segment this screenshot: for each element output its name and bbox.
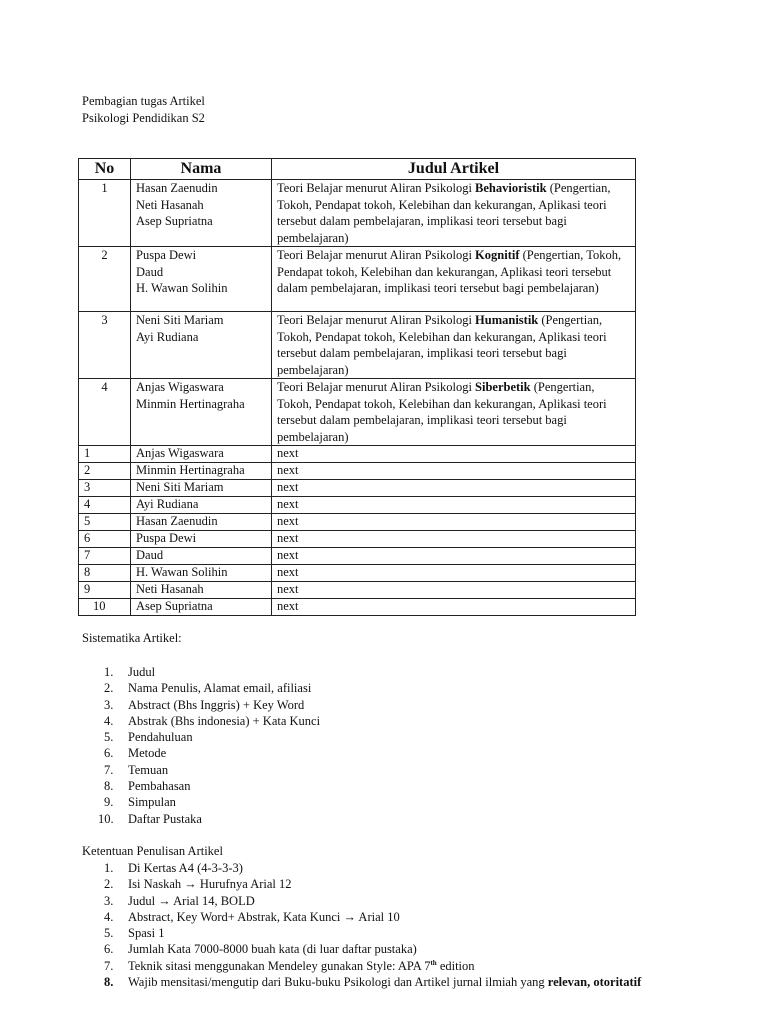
row-article-title: next	[272, 599, 636, 616]
header-nama: Nama	[131, 159, 272, 180]
title-topic: Siberbetik	[475, 380, 531, 394]
row-article-title: next	[272, 582, 636, 599]
member-name: Daud	[136, 264, 164, 279]
title-topic: Humanistik	[475, 313, 539, 327]
table-row	[79, 531, 636, 548]
row-article-title	[272, 247, 636, 312]
row-number: 10	[79, 599, 131, 616]
member-name: Neti Hasanah	[136, 197, 204, 212]
row-name: H. Wawan Solihin	[131, 565, 272, 582]
sistematika-list	[98, 664, 321, 827]
row-article-title: next	[272, 497, 636, 514]
table-row	[79, 463, 636, 480]
row-number: 7	[79, 548, 131, 565]
table-header-row	[79, 159, 636, 180]
row-article-title: next	[272, 514, 636, 531]
row-names	[131, 180, 272, 247]
row-name: Neti Hasanah	[131, 582, 272, 599]
row-article-title: next	[272, 463, 636, 480]
header-line-1: Pembagian tugas Artikel	[82, 94, 205, 108]
row-number: 3	[79, 312, 131, 379]
row-article-title	[272, 180, 636, 247]
row-number: 2	[79, 247, 131, 312]
list-item: 3. Abstract (Bhs Inggris) + Key Word	[104, 697, 305, 712]
row-name: Neni Siti Mariam	[131, 480, 272, 497]
row-number: 1	[79, 446, 131, 463]
title-prefix: Teori Belajar menurut Aliran Psikologi	[277, 380, 476, 394]
row-number: 1	[79, 180, 131, 247]
ketentuan-list	[104, 860, 642, 990]
row-number: 6	[79, 531, 131, 548]
superscript-th: th	[430, 958, 437, 967]
title-topic: Kognitif	[475, 248, 520, 262]
table-row	[79, 180, 636, 247]
row-names	[131, 312, 272, 379]
list-item: 4. Abstract, Key Word+ Abstrak, Kata Kunci → Arial 10	[104, 909, 400, 924]
table-row	[79, 548, 636, 565]
row-article-title	[272, 379, 636, 446]
table-row	[79, 312, 636, 379]
row-name: Minmin Hertinagraha	[131, 463, 272, 480]
row-article-title: next	[272, 565, 636, 582]
table-row	[79, 599, 636, 616]
list-item: 8. Wajib mensitasi/mengutip dari Buku-buku Psikologi dan Artikel jurnal ilmiah yang relevan, otoritatif	[104, 975, 642, 990]
row-number: 5	[79, 514, 131, 531]
row-name: Ayi Rudiana	[131, 497, 272, 514]
row-article-title: next	[272, 548, 636, 565]
row-article-title	[272, 312, 636, 379]
list-item: 5. Spasi 1	[104, 926, 165, 941]
list-item: 1. Di Kertas A4 (4-3-3-3)	[104, 861, 243, 875]
title-suffix: (Pengertian, Tokoh, Pendapat tokoh, Kelebihan dan kekurangan, Aplikasi teori tersebut dalam pembelajaran, implikasi teori tersebut bagi pembelajaran)	[277, 313, 607, 377]
table-row	[79, 379, 636, 446]
member-name: H. Wawan Solihin	[136, 281, 228, 295]
assignment-table	[78, 158, 636, 616]
member-name: Minmin Hertinagraha	[136, 396, 245, 411]
header-no: No	[79, 159, 131, 180]
title-prefix: Teori Belajar menurut Aliran Psikologi	[277, 313, 476, 327]
member-name: Puspa Dewi	[136, 248, 197, 262]
row-number: 4	[79, 379, 131, 446]
member-name: Ayi Rudiana	[136, 329, 199, 344]
list-item: 10. Daftar Pustaka	[98, 811, 202, 826]
table-row	[79, 514, 636, 531]
list-item: 2. Isi Naskah → Hurufnya Arial 12	[104, 877, 292, 892]
row-name: Anjas Wigaswara	[131, 446, 272, 463]
list-item: 7. Teknik sitasi menggunakan Mendeley gunakan Style: APA 7th edition	[104, 958, 475, 973]
list-item: 8. Pembahasan	[104, 779, 191, 794]
row-number: 4	[79, 497, 131, 514]
ketentuan-title: Ketentuan Penulisan Artikel	[82, 844, 223, 858]
list-item: 3. Judul → Arial 14, BOLD	[104, 893, 255, 908]
row-name: Daud	[131, 548, 272, 565]
list-item: 7. Temuan	[104, 762, 169, 777]
header-line-2: Psikologi Pendidikan S2	[82, 110, 205, 125]
member-name: Asep Supriatna	[136, 214, 213, 228]
document-header	[82, 93, 205, 126]
row-number: 2	[79, 463, 131, 480]
table-row	[79, 446, 636, 463]
member-name: Hasan Zaenudin	[136, 181, 218, 195]
title-prefix: Teori Belajar menurut Aliran Psikologi	[277, 181, 476, 195]
table-row	[79, 582, 636, 599]
title-topic: Behavioristik	[475, 181, 547, 195]
list-item: 4. Abstrak (Bhs indonesia) + Kata Kunci	[104, 713, 321, 728]
header-judul-artikel: Judul Artikel	[272, 159, 636, 180]
title-prefix: Teori Belajar menurut Aliran Psikologi	[277, 248, 476, 262]
row-number: 9	[79, 582, 131, 599]
row-number: 8	[79, 565, 131, 582]
list-item: 1. Judul	[104, 665, 156, 679]
row-names	[131, 247, 272, 312]
member-name: Neni Siti Mariam	[136, 313, 224, 327]
list-item: 5. Pendahuluan	[104, 730, 193, 745]
title-suffix: (Pengertian, Tokoh, Pendapat tokoh, Kelebihan dan kekurangan, Aplikasi teori tersebut dalam pembelajaran, implikasi teori tersebut bagi pembelajaran)	[277, 248, 622, 295]
table-row	[79, 497, 636, 514]
member-name: Anjas Wigaswara	[136, 380, 224, 394]
emphasis-relevan: relevan, otoritatif	[547, 975, 642, 990]
table-row	[79, 480, 636, 497]
title-suffix: (Pengertian, Tokoh, Pendapat tokoh, Kelebihan dan kekurangan, Aplikasi teori tersebut dalam pembelajaran, implikasi teori tersebut bagi pembelajaran)	[277, 380, 607, 444]
table-row	[79, 565, 636, 582]
title-suffix: (Pengertian, Tokoh, Pendapat tokoh, Kelebihan dan kekurangan, Aplikasi teori tersebut dalam pembelajaran, implikasi teori tersebut bagi pembelajaran)	[277, 181, 611, 245]
list-item: 6. Jumlah Kata 7000-8000 buah kata (di luar daftar pustaka)	[104, 942, 417, 957]
row-name: Puspa Dewi	[131, 531, 272, 548]
sistematika-title: Sistematika Artikel:	[82, 631, 182, 645]
table-row	[79, 247, 636, 312]
row-article-title: next	[272, 446, 636, 463]
row-name: Hasan Zaenudin	[131, 514, 272, 531]
list-item: 2. Nama Penulis, Alamat email, afiliasi	[104, 681, 312, 696]
list-item: 6. Metode	[104, 746, 167, 761]
row-name: Asep Supriatna	[131, 599, 272, 616]
row-article-title: next	[272, 480, 636, 497]
row-number: 3	[79, 480, 131, 497]
row-article-title: next	[272, 531, 636, 548]
list-item: 9. Simpulan	[104, 795, 176, 810]
row-names	[131, 379, 272, 446]
